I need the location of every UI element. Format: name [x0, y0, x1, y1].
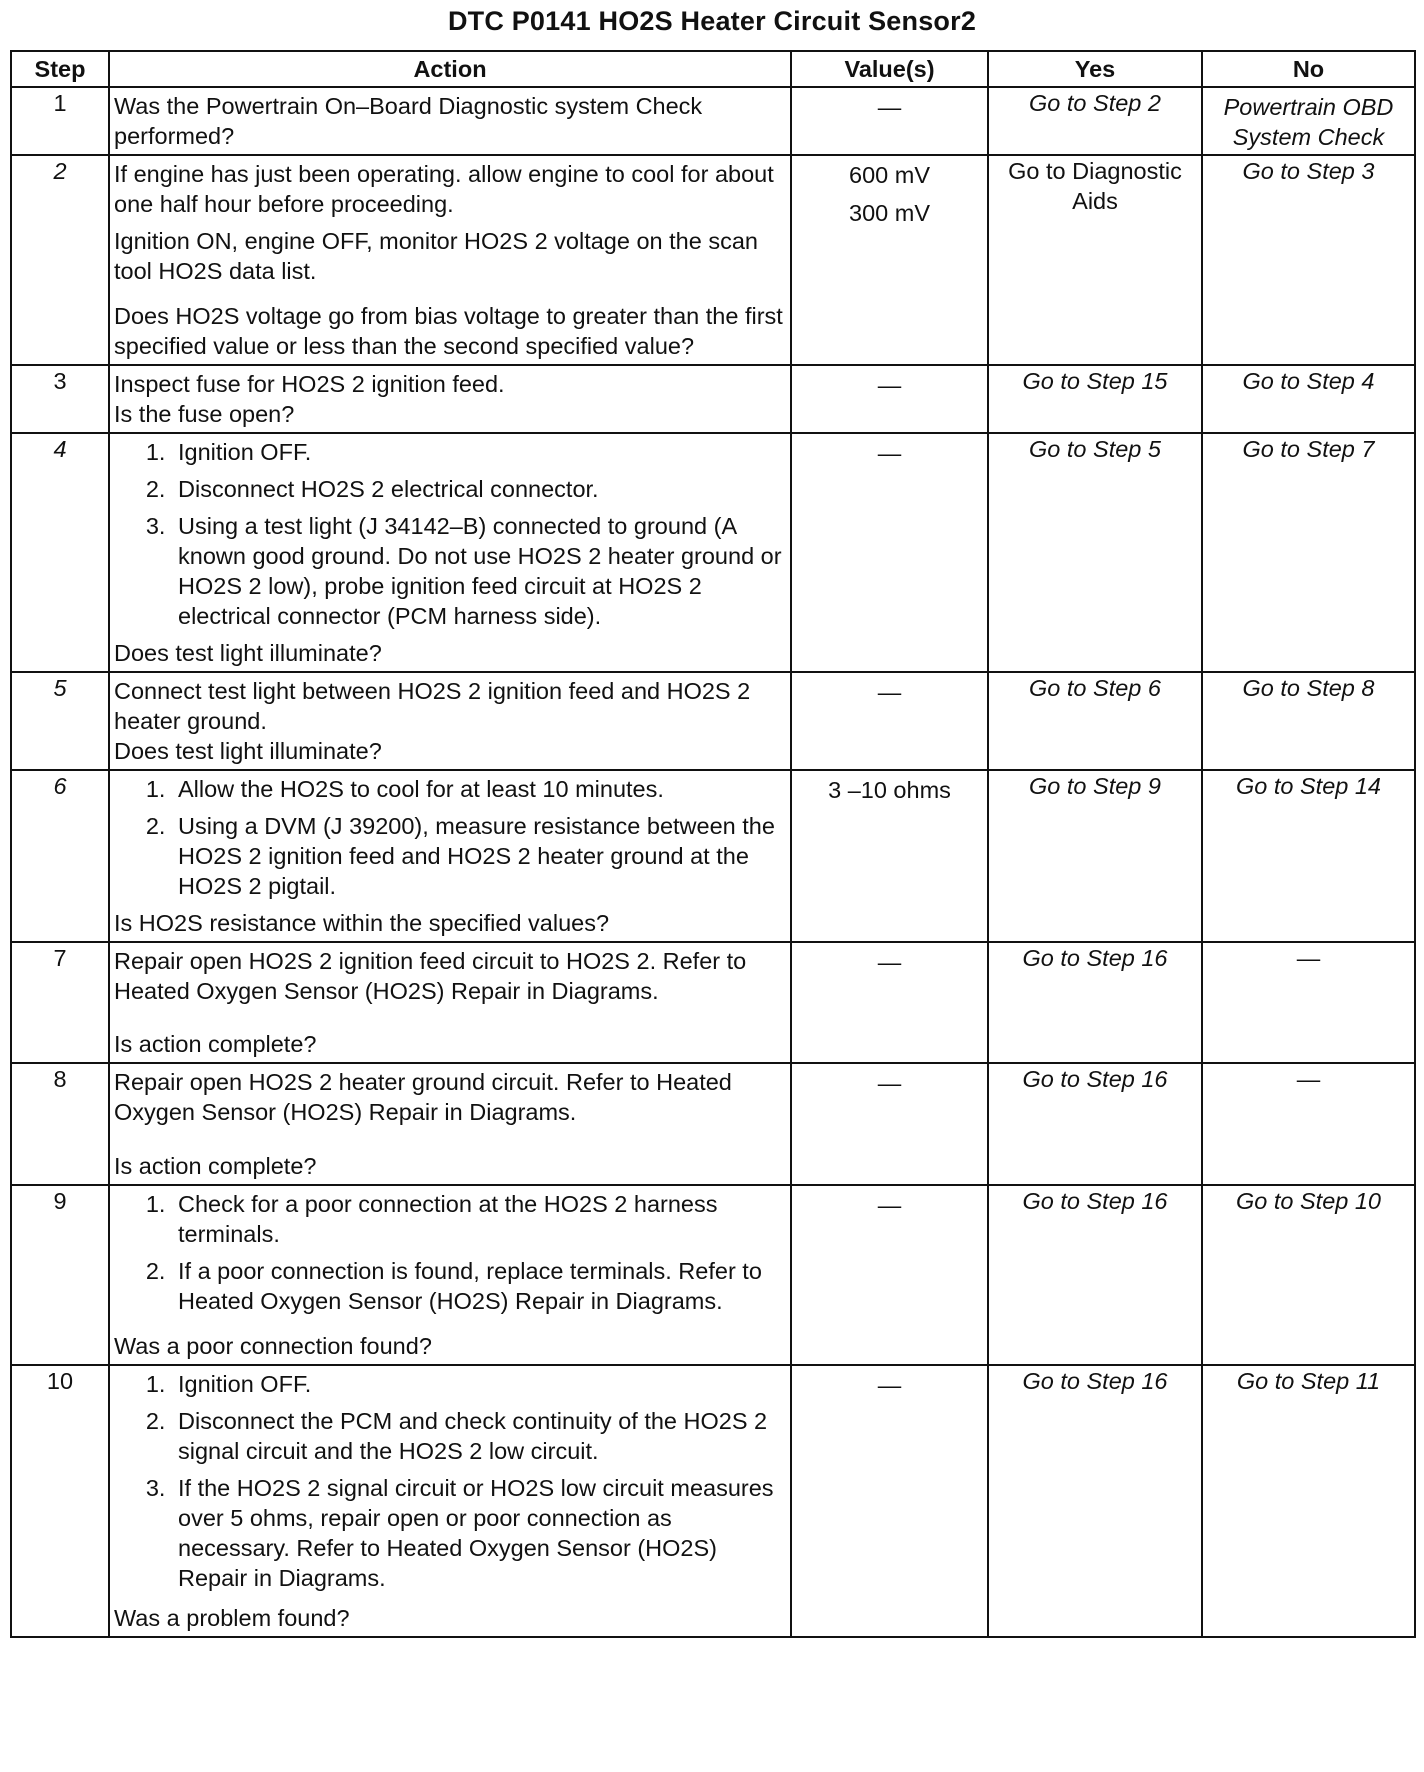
header-step: Step [11, 51, 109, 87]
table-row [11, 942, 1415, 1063]
action-cell [109, 1063, 791, 1185]
header-yes: Yes [988, 51, 1202, 87]
action-question: Does test light illuminate? [114, 738, 382, 764]
no-cell: — [1202, 942, 1415, 1063]
yes-cell: Go to Step 9 [988, 770, 1202, 942]
action-list [114, 437, 786, 631]
no-cell: Go to Step 4 [1202, 365, 1415, 433]
action-question: Is action complete? [114, 1031, 317, 1057]
action-question: Is action complete? [114, 1153, 317, 1179]
action-cell [109, 770, 791, 942]
value-cell [791, 672, 988, 770]
value-text: 600 mV [849, 162, 930, 188]
action-cell [109, 155, 791, 365]
action-list [114, 1189, 786, 1316]
value-text: — [877, 1070, 902, 1096]
value-cell [791, 87, 988, 155]
header-action: Action [109, 51, 791, 87]
no-cell: Go to Step 3 [1202, 155, 1415, 365]
action-list-item: 1. Ignition OFF. [172, 1369, 786, 1399]
action-paragraph: Connect test light between HO2S 2 ignition feed and HO2S 2 heater ground. [114, 678, 751, 734]
action-cell [109, 433, 791, 672]
step-number: 3 [11, 365, 109, 433]
page-title: DTC P0141 HO2S Heater Circuit Sensor2 [447, 6, 977, 36]
value-text: 300 mV [849, 200, 930, 226]
no-cell: Go to Step 7 [1202, 433, 1415, 672]
action-paragraph: Repair open HO2S 2 ignition feed circuit to HO2S 2. Refer to Heated Oxygen Sensor (HO2S) Repair in Diagrams. [114, 948, 747, 1004]
action-question: Does HO2S voltage go from bias voltage to greater than the first specified value or less than the second specified value? [114, 303, 783, 359]
table-row [11, 87, 1415, 155]
header-value: Value(s) [791, 51, 988, 87]
yes-cell: Go to Diagnostic Aids [988, 155, 1202, 365]
action-cell [109, 1185, 791, 1365]
step-number: 7 [11, 942, 109, 1063]
action-question: Is HO2S resistance within the specified values? [114, 910, 610, 936]
diagnostic-table [10, 50, 1416, 1638]
action-question: Was a problem found? [114, 1605, 350, 1631]
no-cell: Go to Step 11 [1202, 1365, 1415, 1637]
value-cell [791, 942, 988, 1063]
step-number: 1 [11, 87, 109, 155]
table-row [11, 365, 1415, 433]
no-cell: Go to Step 8 [1202, 672, 1415, 770]
action-list-item: 2. Using a DVM (J 39200), measure resistance between the HO2S 2 ignition feed and HO2S 2 heater ground at the HO2S 2 pigtail. [172, 811, 786, 901]
action-paragraph: Inspect fuse for HO2S 2 ignition feed. [114, 371, 505, 397]
table-row [11, 1185, 1415, 1365]
action-list-item: 3. Using a test light (J 34142–B) connected to ground (A known good ground. Do not use HO2S 2 heater ground or HO2S 2 low), probe ignition feed circuit at HO2S 2 electrical connector (PCM harness side). [172, 511, 786, 631]
no-cell: Go to Step 10 [1202, 1185, 1415, 1365]
value-cell [791, 1185, 988, 1365]
value-text: — [877, 1192, 902, 1218]
action-list-item: 3. If the HO2S 2 signal circuit or HO2S low circuit measures over 5 ohms, repair open or poor connection as necessary. Refer to Heated Oxygen Sensor (HO2S) Repair in Diagrams. [172, 1473, 786, 1593]
value-text: 3 –10 ohms [828, 777, 951, 803]
action-question: Was a poor connection found? [114, 1333, 432, 1359]
value-text: — [877, 94, 902, 120]
step-number: 10 [11, 1365, 109, 1637]
value-cell [791, 155, 988, 365]
yes-cell: Go to Step 6 [988, 672, 1202, 770]
value-text: — [877, 679, 902, 705]
action-list-item: 1. Allow the HO2S to cool for at least 10 minutes. [172, 774, 786, 804]
action-paragraph: Ignition ON, engine OFF, monitor HO2S 2 voltage on the scan tool HO2S data list. [114, 228, 758, 284]
header-no: No [1202, 51, 1415, 87]
action-list-item: 2. If a poor connection is found, replace terminals. Refer to Heated Oxygen Sensor (HO2S) Repair in Diagrams. [172, 1256, 786, 1316]
table-row [11, 1063, 1415, 1185]
value-text: — [877, 949, 902, 975]
table-row [11, 155, 1415, 365]
no-cell: Go to Step 14 [1202, 770, 1415, 942]
yes-cell: Go to Step 16 [988, 1185, 1202, 1365]
action-list-item: 2. Disconnect the PCM and check continuity of the HO2S 2 signal circuit and the HO2S 2 low circuit. [172, 1406, 786, 1466]
value-text: — [877, 440, 902, 466]
value-text: — [877, 1372, 902, 1398]
step-number: 9 [11, 1185, 109, 1365]
action-list-item: 1. Ignition OFF. [172, 437, 786, 467]
step-number: 2 [11, 155, 109, 365]
step-number: 4 [11, 433, 109, 672]
table-row [11, 1365, 1415, 1637]
value-cell [791, 433, 988, 672]
action-cell [109, 365, 791, 433]
yes-cell: Go to Step 16 [988, 942, 1202, 1063]
action-list [114, 1369, 786, 1593]
value-cell [791, 365, 988, 433]
step-number: 5 [11, 672, 109, 770]
value-text: — [877, 372, 902, 398]
action-list-item: 2. Disconnect HO2S 2 electrical connector. [172, 474, 786, 504]
table-row [11, 672, 1415, 770]
action-paragraph: Was the Powertrain On–Board Diagnostic system Check performed? [114, 93, 703, 149]
table-row [11, 770, 1415, 942]
no-cell: — [1202, 1063, 1415, 1185]
yes-cell: Go to Step 5 [988, 433, 1202, 672]
yes-cell: Go to Step 16 [988, 1365, 1202, 1637]
step-number: 6 [11, 770, 109, 942]
action-question: Does test light illuminate? [114, 640, 382, 666]
action-cell [109, 87, 791, 155]
yes-cell: Go to Step 15 [988, 365, 1202, 433]
value-cell [791, 1063, 988, 1185]
no-cell: Powertrain OBD System Check [1202, 87, 1415, 155]
value-cell [791, 770, 988, 942]
yes-cell: Go to Step 2 [988, 87, 1202, 155]
action-paragraph: If engine has just been operating. allow engine to cool for about one half hour before proceeding. [114, 161, 774, 217]
value-cell [791, 1365, 988, 1637]
action-cell [109, 1365, 791, 1637]
action-list-item: 1. Check for a poor connection at the HO2S 2 harness terminals. [172, 1189, 786, 1249]
action-paragraph: Repair open HO2S 2 heater ground circuit. Refer to Heated Oxygen Sensor (HO2S) Repair in Diagrams. [114, 1069, 732, 1125]
action-cell [109, 672, 791, 770]
action-question: Is the fuse open? [114, 401, 295, 427]
yes-cell: Go to Step 16 [988, 1063, 1202, 1185]
step-number: 8 [11, 1063, 109, 1185]
action-cell [109, 942, 791, 1063]
action-list [114, 774, 786, 901]
table-row [11, 433, 1415, 672]
header-row [11, 51, 1415, 87]
